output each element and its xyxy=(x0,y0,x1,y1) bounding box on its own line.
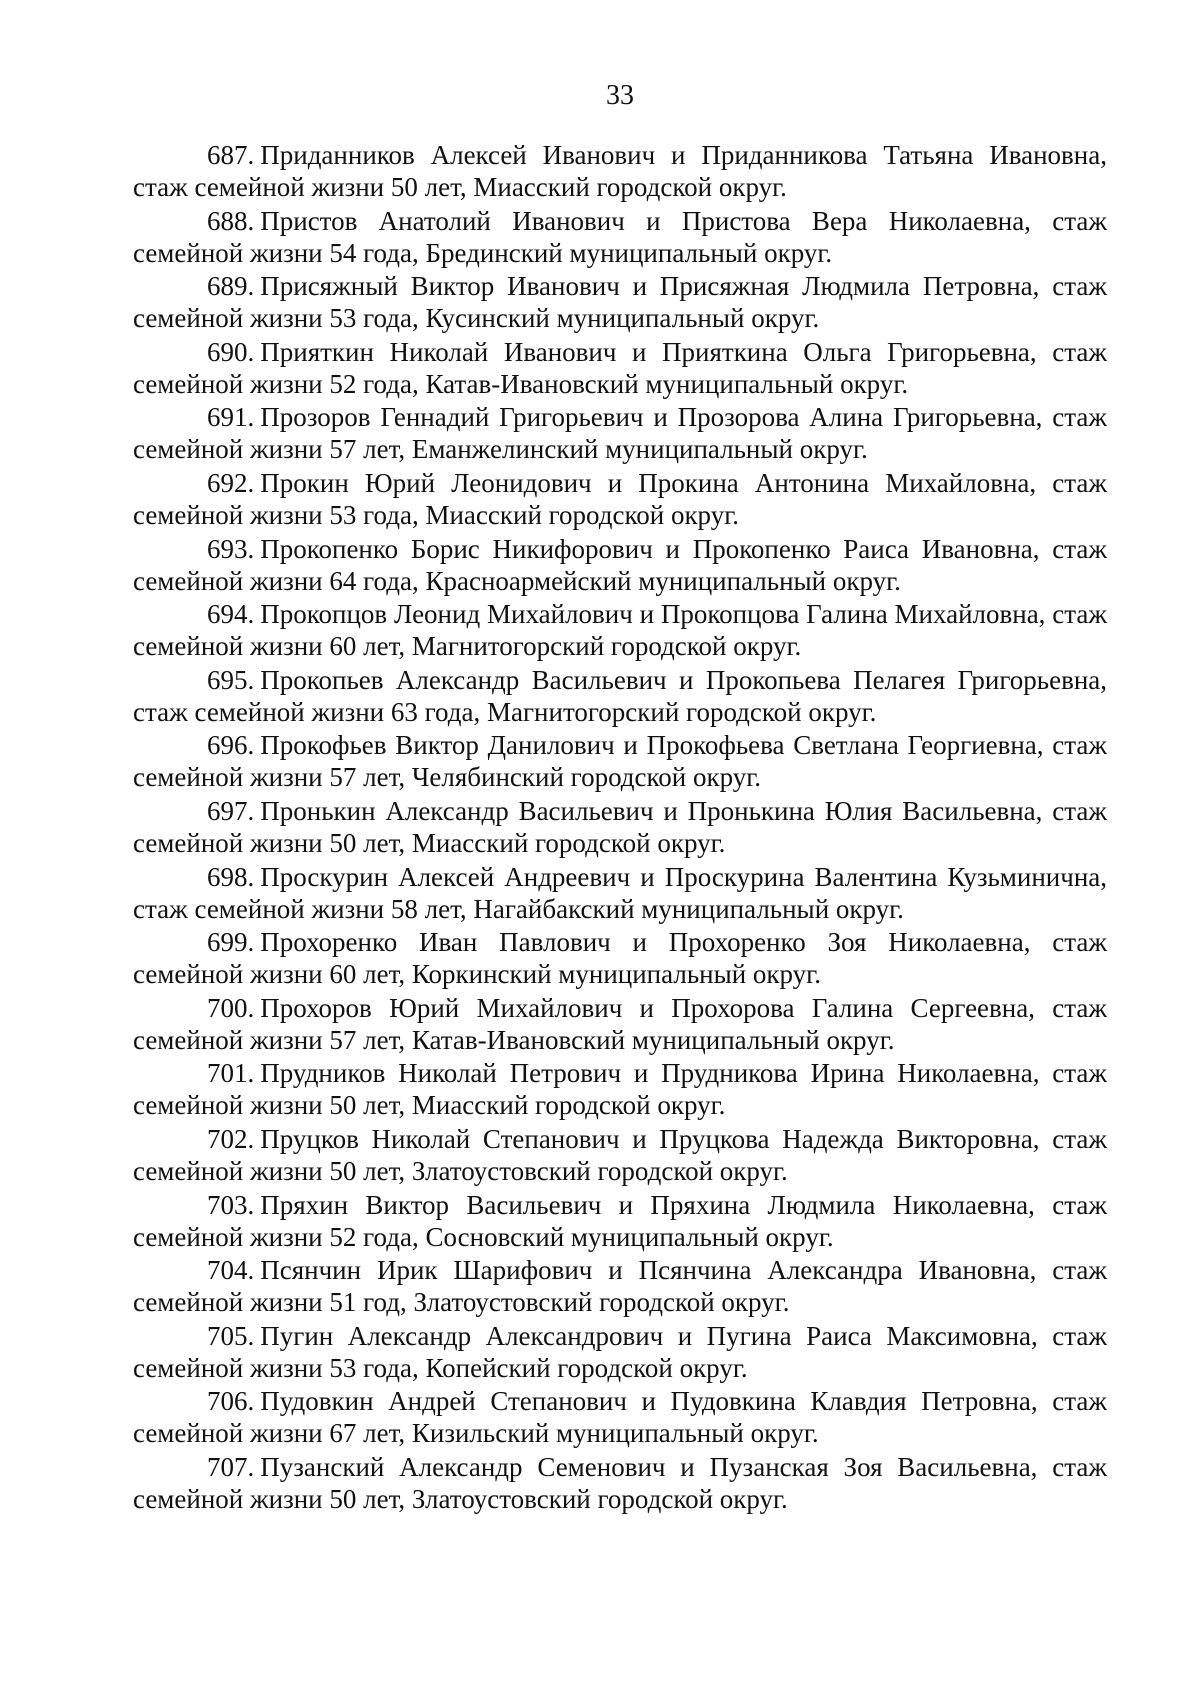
list-item xyxy=(133,205,1107,269)
entry-number: 704. xyxy=(207,1255,255,1286)
list-item xyxy=(133,992,1107,1056)
entry-number: 701. xyxy=(207,1058,255,1089)
entry-text: Прокопенко Борис Никифорович и Прокопенко Раиса Ивановна, стаж семейной жизни 64 года, Красноармейский муниципальный округ. xyxy=(133,533,1107,596)
entry-text: Прохоров Юрий Михайлович и Прохорова Галина Сергеевна, стаж семейной жизни 57 лет, Катав-Ивановский муниципальный округ. xyxy=(133,992,1107,1055)
list-item xyxy=(133,926,1107,990)
entry-number: 697. xyxy=(207,795,255,826)
list-item xyxy=(133,533,1107,597)
entry-number: 700. xyxy=(207,992,255,1023)
entry-text: Прозоров Геннадий Григорьевич и Прозорова Алина Григорьевна, стаж семейной жизни 57 лет, Еманжелинский муниципальный округ. xyxy=(133,402,1107,465)
list-item xyxy=(133,1123,1107,1187)
list-item xyxy=(133,401,1107,465)
list-item xyxy=(133,664,1107,728)
entry-text: Пряхин Виктор Васильевич и Пряхина Людмила Николаевна, стаж семейной жизни 52 года, Сосновский муниципальный округ. xyxy=(133,1189,1107,1252)
entry-text: Псянчин Ирик Шарифович и Псянчина Александра Ивановна, стаж семейной жизни 51 год, Златоустовский городской округ. xyxy=(133,1255,1107,1318)
list-item xyxy=(133,861,1107,925)
list-item xyxy=(133,1320,1107,1384)
entry-text: Пруцков Николай Степанович и Пруцкова Надежда Викторовна, стаж семейной жизни 50 лет, Златоустовский городской округ. xyxy=(133,1123,1107,1186)
list-item xyxy=(133,1254,1107,1318)
list-item xyxy=(133,1057,1107,1121)
entry-text: Пронькин Александр Васильевич и Пронькина Юлия Васильевна, стаж семейной жизни 50 лет, Миасский городской округ. xyxy=(133,795,1107,858)
list-item xyxy=(133,270,1107,334)
entry-text: Прохоренко Иван Павлович и Прохоренко Зоя Николаевна, стаж семейной жизни 60 лет, Коркинский муниципальный округ. xyxy=(133,927,1107,990)
entry-text: Приданников Алексей Иванович и Приданникова Татьяна Ивановна, стаж семейной жизни 50 лет, Миасский городской округ. xyxy=(133,140,1107,202)
entry-number: 695. xyxy=(207,664,255,695)
list-item xyxy=(133,336,1107,400)
entry-number: 703. xyxy=(207,1189,255,1220)
entry-number: 693. xyxy=(207,533,255,564)
entry-text: Пугин Александр Александрович и Пугина Раиса Максимовна, стаж семейной жизни 53 года, Копейский городской округ. xyxy=(133,1320,1107,1383)
entry-number: 689. xyxy=(207,271,255,302)
entry-text: Пудовкин Андрей Степанович и Пудовкина Клавдия Петровна, стаж семейной жизни 67 лет, Кизильский муниципальный округ. xyxy=(133,1386,1107,1449)
entry-number: 690. xyxy=(207,336,255,367)
entry-number: 698. xyxy=(207,861,255,892)
entry-number: 694. xyxy=(207,599,255,630)
entry-text: Пристов Анатолий Иванович и Пристова Вера Николаевна, стаж семейной жизни 54 года, Брединский муниципальный округ. xyxy=(133,205,1107,268)
list-item xyxy=(133,795,1107,859)
entries-list xyxy=(133,139,1107,1516)
list-item xyxy=(133,1189,1107,1253)
entry-number: 691. xyxy=(207,402,255,433)
list-item xyxy=(133,1451,1107,1515)
entry-number: 705. xyxy=(207,1320,255,1351)
entry-text: Прокин Юрий Леонидович и Прокина Антонина Михайловна, стаж семейной жизни 53 года, Миасский городской округ. xyxy=(133,467,1107,530)
list-item xyxy=(133,467,1107,531)
list-item xyxy=(133,729,1107,793)
entry-number: 687. xyxy=(207,140,255,170)
entry-number: 696. xyxy=(207,730,255,761)
page-number: 33 xyxy=(606,80,634,111)
entry-text: Прудников Николай Петрович и Прудникова Ирина Николаевна, стаж семейной жизни 50 лет, Миасский городской округ. xyxy=(133,1058,1107,1121)
list-item xyxy=(133,1385,1107,1449)
entry-number: 702. xyxy=(207,1123,255,1154)
entry-number: 707. xyxy=(207,1451,255,1482)
entry-text: Присяжный Виктор Иванович и Присяжная Людмила Петровна, стаж семейной жизни 53 года, Кусинский муниципальный округ. xyxy=(133,271,1107,334)
entry-number: 688. xyxy=(207,205,255,236)
entry-text: Прокофьев Виктор Данилович и Прокофьева Светлана Георгиевна, стаж семейной жизни 57 лет, Челябинский городской округ. xyxy=(133,730,1107,793)
list-item xyxy=(133,139,1107,203)
entry-number: 706. xyxy=(207,1386,255,1417)
list-item xyxy=(133,598,1107,662)
entry-text: Пузанский Александр Семенович и Пузанская Зоя Васильевна, стаж семейной жизни 50 лет, Златоустовский городской округ. xyxy=(133,1451,1107,1514)
entry-text: Прокопцов Леонид Михайлович и Прокопцова Галина Михайловна, стаж семейной жизни 60 лет, Магнитогорский городской округ. xyxy=(133,599,1107,662)
entry-text: Проскурин Алексей Андреевич и Проскурина Валентина Кузьминична, стаж семейной жизни 58 лет, Нагайбакский муниципальный округ. xyxy=(133,861,1107,924)
entry-number: 699. xyxy=(207,927,255,958)
entry-text: Прокопьев Александр Васильевич и Прокопьева Пелагея Григорьевна, стаж семейной жизни 63 года, Магнитогорский городской округ. xyxy=(133,664,1107,727)
entry-text: Прияткин Николай Иванович и Прияткина Ольга Григорьевна, стаж семейной жизни 52 года, Катав-Ивановский муниципальный округ. xyxy=(133,336,1107,399)
entry-number: 692. xyxy=(207,467,255,498)
